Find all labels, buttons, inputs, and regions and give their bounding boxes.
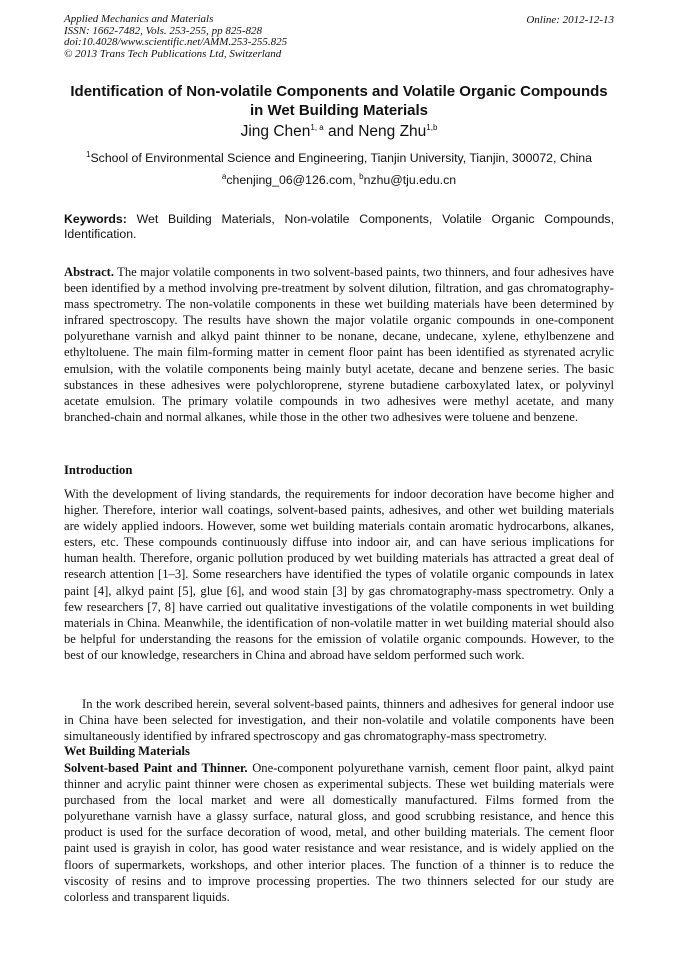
doi: doi:10.4028/www.scientific.net/AMM.253-255.825 <box>64 36 288 48</box>
emails <box>64 172 614 187</box>
email-2[interactable]: nzhu@tju.edu.cn <box>363 173 457 188</box>
affiliation <box>50 150 628 165</box>
email-1[interactable]: chenjing_06@126.com, <box>226 173 360 188</box>
author-2: and Neng Zhu <box>323 123 427 141</box>
wet-materials-heading: Wet Building Materials <box>64 744 190 758</box>
abstract <box>64 264 614 425</box>
abstract-text: The major volatile components in two solvent-based paints, two thinners, and four adhesives have been identified by a method involving pre-treatment by solvent dilution, filtration, and gas chromatography-mass spectrometry. The non-volatile components in these wet building materials have been determined by infrared spectroscopy. The results have shown the major volatile organic compounds in one-component polyurethane varnish and alkyd paint thinner to be nonane, decane, undecane, xylene, ethylbenzene and ethyltoluene. The main film-forming matter in cement floor paint has been identified as styrenated acrylic emulsion, with the volatile components being mainly butyl acetate, decane and benzene series. The basic substances in these adhesives were polychloroprene, styrene butadiene carboxylated latex, or polyvinyl acetate emulsion. The primary volatile compounds in two adhesives were methyl acetate, and many branched-chain and normal alkanes, while those in the other two adhesives were toluene and benzene. <box>64 265 614 424</box>
abstract-label: Abstract. <box>64 265 115 279</box>
author-2-sup: 1,b <box>426 123 438 132</box>
introduction-paragraph-2: In the work described herein, several solvent-based paints, thinners and adhesives for general indoor use in China have been selected for investigation, and their non-volatile and volatile components have been simultaneously identified by infrared spectroscopy and gas chromatography-mass spectrometry. <box>64 697 614 744</box>
introduction-heading: Introduction <box>64 463 133 477</box>
online-date: Online: 2012-12-13 <box>526 14 614 26</box>
subsection-text: One-component polyurethane varnish, cement floor paint, alkyd paint thinner and acrylic paint thinner were chosen as experimental subjects. These wet building materials were purchased from the local market and were all domestically manufactured. Films formed from the polyurethane varnish have a glassy surface, natural gloss, and good scrubbing resistance, and hence this product is used for the surface decoration of wood, metal, and other building materials. The cement floor paint used is grayish in color, has good water resistance and wear resistance, and is widely applied on the floors of supermarkets, workshops, and other interior places. The function of a thinner is to reduce the viscosity of resins and to improve processing properties. The two thinners selected for our study are colorless and transparent liquids. <box>64 761 614 904</box>
affiliation-text: School of Environmental Science and Engineering, Tianjin University, Tianjin, 300072, China <box>90 151 592 166</box>
subsection-label: Solvent-based Paint and Thinner. <box>64 761 248 775</box>
copyright: © 2013 Trans Tech Publications Ltd, Switzerland <box>64 47 282 60</box>
introduction-paragraph-1: With the development of living standards, the requirements for indoor decoration have become higher and higher. Therefore, interior wall coatings, solvent-based paints, adhesives, and other wet building materials are widely applied indoors. However, some wet building materials contain aromatic hydrocarbons, alkanes, esters, etc. These compounds continuously diffuse into indoor air, and can have serious implications for human health. Therefore, organic pollution produced by wet building materials has attracted a great deal of research attention [1–3]. Some researchers have identified the types of volatile organic compounds in latex paint [4], alkyd paint [5], glue [6], and wood stain [3] by gas chromatography-mass spectrometry. Only a few researchers [7, 8] have carried out qualitative investigations of the volatile components in wet building materials in China. Meanwhile, the identification of non-volatile matter in wet building material should also be helpful for understanding the reasons for the emission of volatile organic compounds. However, to the best of our knowledge, researchers in China and abroad have seldom performed such work. <box>64 487 614 662</box>
author-1-sup: 1, a <box>310 123 324 132</box>
email-2-sup: b <box>359 172 364 181</box>
affiliation-sup: 1 <box>86 150 91 159</box>
keywords-text: Wet Building Materials, Non-volatile Components, Volatile Organic Compounds, Identification. <box>64 212 614 241</box>
keywords-label: Keywords: <box>64 212 127 226</box>
issn: ISSN: 1662-7482, Vols. 253-255, pp 825-828 <box>64 24 262 37</box>
author-1: Jing Chen <box>240 123 311 141</box>
email-1-sup: a <box>221 172 227 181</box>
journal-name: Applied Mechanics and Materials <box>64 13 214 25</box>
journal-header <box>64 14 287 60</box>
authors <box>64 123 614 141</box>
paper-title: Identification of Non-volatile Components and Volatile Organic Compounds in Wet Building Materials <box>70 83 608 119</box>
keywords <box>64 212 614 242</box>
wet-materials-paragraph <box>64 760 614 905</box>
